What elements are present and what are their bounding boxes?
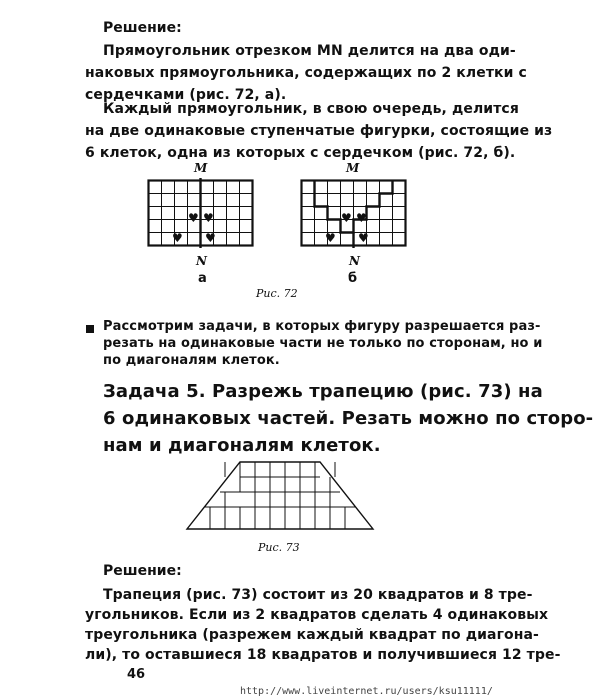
text-line: на две одинаковые ступенчатые фигурки, состоящие из: [85, 123, 553, 139]
figure-caption: Рис. 72: [256, 287, 298, 300]
text-line: сердечками (рис. 72, а).: [85, 87, 287, 103]
text-line: нам и диагоналям клеток.: [103, 435, 381, 456]
heart-icon: ♥: [358, 231, 369, 245]
heart-icon: ♥: [325, 231, 336, 245]
text-line: Прямоугольник отрезком MN делится на два оди-: [103, 43, 516, 59]
figure-caption: Рис. 73: [258, 541, 300, 554]
heart-icon: ♥: [172, 231, 183, 245]
label-m-a: M: [194, 161, 208, 175]
text-line: Трапеция (рис. 73) состоит из 20 квадратов и 8 тре-: [103, 587, 533, 603]
subfigure-label-b: б: [348, 271, 358, 286]
text-line: 6 одинаковых частей. Резать можно по сторо-: [103, 408, 593, 429]
text-line: Каждый прямоугольник, в свою очередь, делится: [103, 101, 519, 117]
footer-url[interactable]: http://www.liveinternet.ru/users/ksu11111/: [240, 686, 493, 697]
text-line: ли), то оставшиеся 18 квадратов и получившиеся 12 тре-: [85, 647, 561, 663]
heart-icon: ♥: [205, 231, 216, 245]
grid-figure-a: [145, 177, 257, 249]
heart-icon: ♥: [356, 211, 367, 225]
heart-icon: ♥: [203, 211, 214, 225]
heart-icon: ♥: [341, 211, 352, 225]
solution-heading: Решение:: [103, 20, 182, 36]
text-line: треугольника (разрежем каждый квадрат по диагона-: [85, 627, 539, 643]
label-n-b: N: [349, 254, 360, 268]
label-m-b: M: [346, 161, 360, 175]
text-line: Рассмотрим задачи, в которых фигуру разрешается раз-: [103, 319, 541, 334]
text-line: резать на одинаковые части не только по сторонам, но и: [103, 336, 543, 351]
heart-icon: ♥: [188, 211, 199, 225]
solution-heading: Решение:: [103, 563, 182, 579]
subfigure-label-a: а: [198, 271, 207, 286]
page-number: 46: [127, 667, 146, 682]
text-line: по диагоналям клеток.: [103, 353, 280, 368]
bullet-square-icon: [86, 325, 94, 333]
text-line: наковых прямоугольника, содержащих по 2 клетки с: [85, 65, 527, 81]
grid-figure-b: [298, 177, 410, 249]
text-line: 6 клеток, одна из которых с сердечком (рис. 72, б).: [85, 145, 516, 161]
label-n-a: N: [196, 254, 207, 268]
text-line: угольников. Если из 2 квадратов сделать 4 одинаковых: [85, 607, 549, 623]
trapezoid-figure: [185, 453, 375, 533]
task-5-title-line: Задача 5. Разрежь трапецию (рис. 73) на: [103, 381, 543, 402]
